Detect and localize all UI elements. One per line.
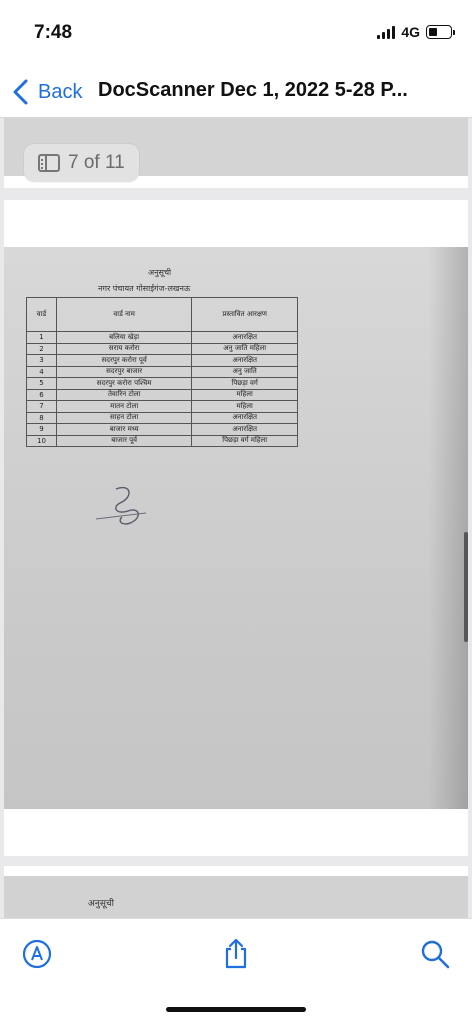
table-body	[27, 332, 298, 447]
battery-icon	[426, 25, 452, 39]
reservation-cell: पिछड़ा वर्ग	[192, 378, 298, 390]
page-indicator	[24, 144, 139, 182]
sidebar-pages-icon	[38, 154, 60, 172]
table-row	[27, 412, 298, 424]
scanned-document-image	[4, 247, 468, 809]
reservation-cell: महिला	[192, 401, 298, 413]
status-time: 7:48	[34, 22, 73, 43]
markup-pen-icon	[20, 937, 54, 971]
ward-name-cell: बलिया खेड़ा	[56, 332, 191, 344]
table-row	[27, 389, 298, 401]
column-header-ward: वार्ड	[27, 298, 57, 332]
document-viewer[interactable]	[0, 118, 472, 918]
status-indicators	[377, 24, 452, 40]
table-header-row	[27, 298, 298, 332]
bottom-toolbar	[0, 918, 472, 1024]
next-page-heading: अनुसूची	[88, 899, 115, 909]
ward-reservation-table	[26, 297, 298, 447]
ward-name-cell: साहन टोला	[56, 412, 191, 424]
ward-number-cell: 10	[27, 435, 57, 447]
share-icon	[219, 937, 253, 971]
ward-number-cell: 8	[27, 412, 57, 424]
page-indicator-label: 7 of 11	[68, 152, 125, 173]
status-bar	[0, 0, 472, 66]
document-heading: अनुसूची	[148, 268, 172, 277]
ward-name-cell: तेवारिन टोला	[56, 389, 191, 401]
ward-number-cell: 7	[27, 401, 57, 413]
column-header-ward-name: वार्ड नाम	[56, 298, 191, 332]
home-indicator	[166, 1007, 306, 1012]
share-button[interactable]	[219, 937, 253, 971]
reservation-cell: महिला	[192, 389, 298, 401]
ward-name-cell: बाजार मध्य	[56, 424, 191, 436]
reservation-cell: अनु जाति	[192, 366, 298, 378]
ward-name-cell: सदरपुर करोरा पश्चिम	[56, 378, 191, 390]
page-shadow	[428, 247, 468, 809]
ward-number-cell: 9	[27, 424, 57, 436]
navigation-bar	[0, 66, 472, 118]
table-row	[27, 435, 298, 447]
table-row	[27, 378, 298, 390]
reservation-cell: पिछड़ा वर्ग महिला	[192, 435, 298, 447]
next-page	[4, 866, 468, 918]
ward-name-cell: मातन टोला	[56, 401, 191, 413]
table-row	[27, 355, 298, 367]
reservation-cell: अनारक्षित	[192, 332, 298, 344]
reservation-cell: अनारक्षित	[192, 424, 298, 436]
ward-number-cell: 5	[27, 378, 57, 390]
reservation-cell: अनु जाति महिला	[192, 343, 298, 355]
search-icon	[418, 937, 452, 971]
network-type: 4G	[401, 24, 420, 40]
ward-name-cell: सराय करोरा	[56, 343, 191, 355]
document-title: DocScanner Dec 1, 2022 5-28 P...	[98, 79, 408, 101]
back-button[interactable]	[10, 76, 82, 108]
table-row	[27, 366, 298, 378]
reservation-cell: अनारक्षित	[192, 355, 298, 367]
scrollbar[interactable]	[464, 532, 468, 642]
table-row	[27, 343, 298, 355]
ward-name-cell: सदरपुर बाजार	[56, 366, 191, 378]
ward-number-cell: 6	[27, 389, 57, 401]
table-row	[27, 332, 298, 344]
ward-number-cell: 3	[27, 355, 57, 367]
ward-number-cell: 4	[27, 366, 57, 378]
back-label: Back	[38, 80, 83, 103]
table-row	[27, 424, 298, 436]
current-page	[4, 200, 468, 856]
signal-icon	[377, 25, 395, 39]
chevron-left-icon	[10, 78, 32, 106]
markup-button[interactable]	[20, 937, 54, 971]
ward-number-cell: 2	[27, 343, 57, 355]
ward-number-cell: 1	[27, 332, 57, 344]
next-page-image	[4, 876, 468, 918]
reservation-cell: अनारक्षित	[192, 412, 298, 424]
search-button[interactable]	[418, 937, 452, 971]
table-row	[27, 401, 298, 413]
document-subheading: नगर पंचायत गोसाईगंज-लखनऊ	[98, 284, 191, 293]
ward-name-cell: सदरपुर करोरा पूर्व	[56, 355, 191, 367]
column-header-reservation: प्रस्तावित आरक्षण	[192, 298, 298, 332]
ward-name-cell: बाजार पूर्व	[56, 435, 191, 447]
signature-mark	[76, 479, 176, 539]
